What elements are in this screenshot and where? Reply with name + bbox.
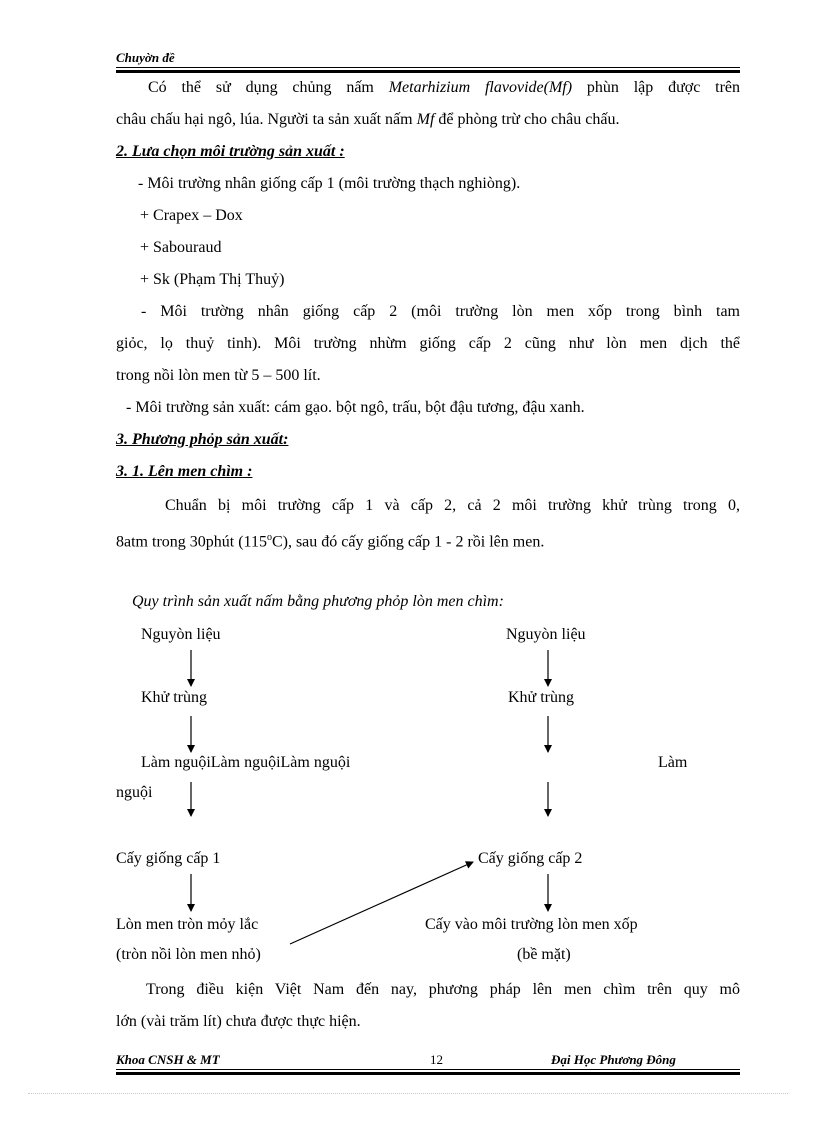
page-bottom-dotted-edge (28, 1093, 788, 1094)
section-2-sub-1: + Crapex – Dox (140, 207, 243, 224)
flow-left-shake-ferment: Lòn men tròn mỏy lắc (116, 916, 259, 933)
footer-rule-thick (116, 1072, 740, 1075)
flow-right-sterilize: Khử trùng (508, 689, 574, 706)
footer-faculty: Khoa CNSH & MT (116, 1052, 220, 1067)
degree-sign: o (266, 532, 272, 543)
intro-text-a: Có thể sử dụng chủng nấm (148, 79, 389, 96)
footer-page-number: 12 (430, 1052, 443, 1067)
flow-left-raw-material: Nguyòn liệu (141, 626, 221, 643)
flow-right-culture-2: Cấy giống cấp 2 (478, 850, 583, 867)
section-2-item-3: - Môi trường sản xuất: cám gạo. bột ngô, trấu, bột đậu tương, đậu xanh. (126, 399, 585, 416)
flow-left-cool-wrap: nguội (116, 784, 153, 801)
flow-right-solid-ferment: Cấy vào môi trường lòn men xốp (425, 916, 638, 933)
section-2-item-1: - Môi trường nhân giống cấp 1 (môi trường thạch nghiòng). (138, 175, 521, 192)
flow-right-raw-material: Nguyòn liệu (506, 626, 586, 643)
intro-text-c: châu chấu hại ngô, lúa. Người ta sản xuất nấm (116, 111, 417, 128)
para-text-b: C), sau đó cấy giống cấp 1 - 2 rồi lên men. (271, 533, 545, 551)
flow-left-shake-ferment-note: (tròn nồi lòn men nhỏ) (116, 946, 261, 963)
section-3-1-heading: 3. 1. Lên men chìm : (116, 463, 253, 480)
flow-left-culture-1: Cấy giống cấp 1 (116, 850, 221, 867)
flow-caption: Quy trình sản xuất nấm bằng phương phỏp lòn men chìm: (132, 593, 504, 610)
species-name: Metarhizium flavovide(Mf) (388, 79, 573, 96)
section-2-sub-3: + Sk (Phạm Thị Thuỷ) (140, 271, 285, 288)
section-2-item-2-line-2: giỏc, lọ thuỷ tinh). Môi trường nhừm giống cấp 2 cũng như lòn men dịch thể (116, 335, 740, 352)
flow-left-cool: Làm nguộiLàm nguộiLàm nguội (141, 754, 351, 771)
species-abbr: Mf (416, 111, 435, 128)
para-text-a: 8atm trong 30phút (115 (116, 533, 267, 551)
closing-line-2: lớn (vài trăm lít) chưa được thực hiện. (116, 1013, 361, 1030)
flow-right-solid-ferment-note: (bề mặt) (517, 946, 571, 963)
closing-line-1: Trong điều kiện Việt Nam đến nay, phương pháp lên men chìm trên quy mô (146, 981, 740, 998)
section-2-sub-2: + Sabouraud (140, 239, 222, 256)
flow-right-cool: Làm (658, 754, 688, 771)
intro-text-d: để phòng trừ cho châu chấu. (434, 111, 620, 128)
flow-left-sterilize: Khử trùng (141, 689, 207, 706)
section-3-1-para-line-1: Chuẩn bị môi trường cấp 1 và cấp 2, cả 2 môi trường khử trùng trong 0, (165, 497, 740, 514)
section-2-item-2-line-3: trong nồi lòn men từ 5 – 500 lít. (116, 367, 321, 384)
arrow-diagonal (290, 862, 473, 944)
section-2-item-2-line-1: - Môi trường nhân giống cấp 2 (môi trường lòn men xốp trong bình tam (141, 303, 740, 320)
section-2-heading: 2. Lưa chọn môi trường sản xuất : (116, 143, 345, 160)
intro-text-b: phùn lập được trên (572, 79, 740, 96)
footer-university: Đại Học Phương Đông (551, 1052, 676, 1067)
page-header-title: Chuyờn đề (116, 50, 175, 65)
footer-rule-thin (116, 1069, 740, 1070)
section-3-heading: 3. Phương phỏp sản xuất: (116, 431, 289, 448)
